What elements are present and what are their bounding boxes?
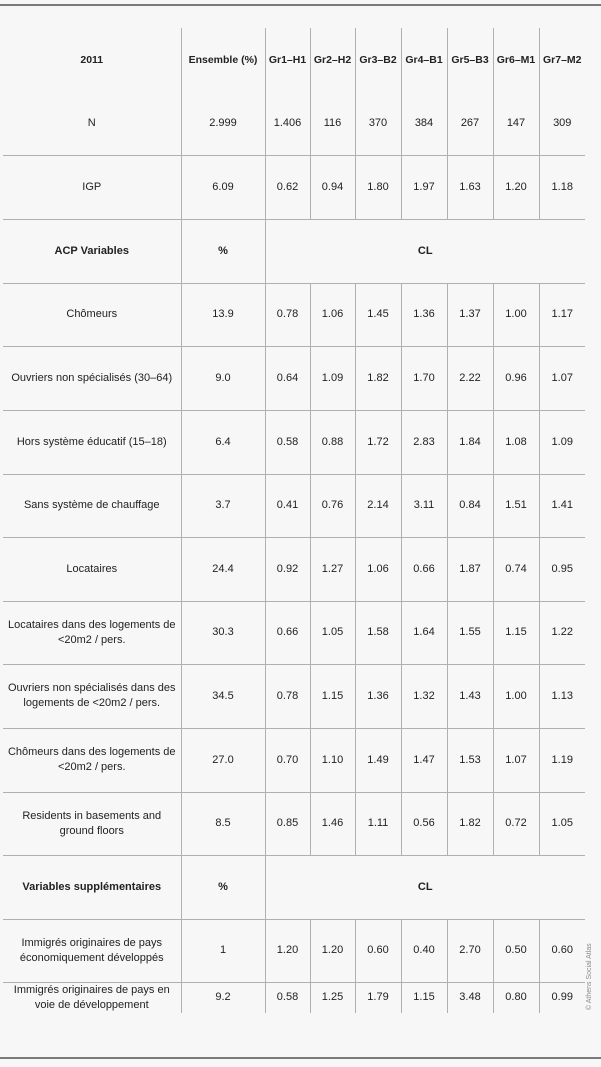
value-cell: 1.00 — [493, 664, 539, 728]
row-label: Ouvriers non spécialisés dans des logements de <20m2 / pers. — [3, 664, 181, 728]
value-cell: 1.36 — [401, 283, 447, 346]
row-label: Residents in basements and ground floors — [3, 792, 181, 855]
value-cell: 1.20 — [265, 919, 310, 982]
value-cell: 0.40 — [401, 919, 447, 982]
row-label: Chômeurs dans des logements de <20m2 / pers. — [3, 728, 181, 792]
column-header: Gr4–B1 — [401, 28, 447, 92]
table-row — [3, 982, 585, 1013]
column-header: Gr3–B2 — [355, 28, 401, 92]
table-row — [3, 92, 585, 155]
value-cell: 1.64 — [401, 601, 447, 664]
column-header: Gr6–M1 — [493, 28, 539, 92]
table-row — [3, 537, 585, 601]
ensemble-cell: 13.9 — [181, 283, 265, 346]
value-cell: 1.36 — [355, 664, 401, 728]
value-cell: 0.62 — [265, 155, 310, 219]
value-cell: 0.78 — [265, 664, 310, 728]
value-cell: 1.06 — [355, 537, 401, 601]
value-cell: 1.70 — [401, 346, 447, 410]
value-cell: 1.79 — [355, 982, 401, 1013]
column-header: Gr5–B3 — [447, 28, 493, 92]
value-cell: 1.46 — [310, 792, 355, 855]
value-cell: 0.70 — [265, 728, 310, 792]
value-cell: 0.85 — [265, 792, 310, 855]
table-header-row — [3, 28, 585, 92]
value-cell: 267 — [447, 92, 493, 155]
value-cell: 0.95 — [539, 537, 585, 601]
value-cell: 147 — [493, 92, 539, 155]
value-cell: 1.10 — [310, 728, 355, 792]
table-body — [3, 92, 585, 1013]
value-cell: 0.84 — [447, 474, 493, 537]
cl-span-cell: CL — [265, 219, 585, 283]
value-cell: 1.07 — [493, 728, 539, 792]
value-cell: 1.87 — [447, 537, 493, 601]
section-row — [3, 219, 585, 283]
ensemble-cell: 6.09 — [181, 155, 265, 219]
value-cell: 0.94 — [310, 155, 355, 219]
row-label: IGP — [3, 155, 181, 219]
value-cell: 1.72 — [355, 410, 401, 474]
value-cell: 1.07 — [539, 346, 585, 410]
column-header: Gr1–H1 — [265, 28, 310, 92]
ensemble-cell: 27.0 — [181, 728, 265, 792]
value-cell: 0.58 — [265, 982, 310, 1013]
value-cell: 1.80 — [355, 155, 401, 219]
value-cell: 1.406 — [265, 92, 310, 155]
data-table — [3, 28, 585, 1013]
ensemble-cell: 30.3 — [181, 601, 265, 664]
value-cell: 1.15 — [310, 664, 355, 728]
value-cell: 1.06 — [310, 283, 355, 346]
value-cell: 2.83 — [401, 410, 447, 474]
value-cell: 0.96 — [493, 346, 539, 410]
value-cell: 1.08 — [493, 410, 539, 474]
table-row — [3, 919, 585, 982]
value-cell: 1.97 — [401, 155, 447, 219]
value-cell: 1.45 — [355, 283, 401, 346]
value-cell: 1.82 — [447, 792, 493, 855]
value-cell: 0.41 — [265, 474, 310, 537]
row-label: Immigrés originaires de pays économiquement développés — [3, 919, 181, 982]
row-label: N — [87, 116, 96, 129]
value-cell: 0.66 — [401, 537, 447, 601]
ensemble-cell: 34.5 — [181, 664, 265, 728]
value-cell: 1.15 — [401, 982, 447, 1013]
ensemble-cell: 9.2 — [181, 982, 265, 1013]
value-cell: 1.11 — [355, 792, 401, 855]
column-header: Gr7–M2 — [539, 28, 585, 92]
ensemble-cell: 2.999 — [181, 92, 265, 155]
row-label: Hors système éducatif (15–18) — [3, 410, 181, 474]
row-label: Locataires dans des logements de <20m2 / pers. — [3, 601, 181, 664]
section-label: Variables supplémentaires — [3, 855, 181, 919]
value-cell: 0.60 — [355, 919, 401, 982]
value-cell: 1.09 — [539, 410, 585, 474]
value-cell: 3.11 — [401, 474, 447, 537]
value-cell: 1.51 — [493, 474, 539, 537]
table-row — [3, 601, 585, 664]
value-cell: 1.25 — [310, 982, 355, 1013]
value-cell: 1.41 — [539, 474, 585, 537]
value-cell: 0.78 — [265, 283, 310, 346]
value-cell: 384 — [401, 92, 447, 155]
value-cell: 1.32 — [401, 664, 447, 728]
ensemble-cell: 1 — [181, 919, 265, 982]
ensemble-cell: 9.0 — [181, 346, 265, 410]
credit-text: © Athens Social Atlas — [586, 943, 593, 1010]
value-cell: 1.58 — [355, 601, 401, 664]
value-cell: 1.18 — [539, 155, 585, 219]
value-cell: 1.20 — [493, 155, 539, 219]
ensemble-cell: % — [181, 219, 265, 283]
table-row — [3, 728, 585, 792]
row-label: Immigrés originaires de pays en voie de développement — [3, 982, 181, 1013]
value-cell: 1.47 — [401, 728, 447, 792]
value-cell: 1.27 — [310, 537, 355, 601]
value-cell: 1.84 — [447, 410, 493, 474]
cl-span-cell: CL — [265, 855, 585, 919]
value-cell: 2.22 — [447, 346, 493, 410]
value-cell: 1.63 — [447, 155, 493, 219]
column-header: Gr2–H2 — [310, 28, 355, 92]
value-cell: 0.58 — [265, 410, 310, 474]
value-cell: 1.20 — [310, 919, 355, 982]
table-row — [3, 346, 585, 410]
value-cell: 0.56 — [401, 792, 447, 855]
ensemble-cell: 3.7 — [181, 474, 265, 537]
column-header: 2011 — [80, 53, 104, 66]
column-header: Ensemble (%) — [181, 28, 265, 92]
row-label: Sans système de chauffage — [3, 474, 181, 537]
ensemble-cell: 24.4 — [181, 537, 265, 601]
table-row — [3, 410, 585, 474]
table-row — [3, 792, 585, 855]
ensemble-cell: % — [181, 855, 265, 919]
value-cell: 0.66 — [265, 601, 310, 664]
value-cell: 0.74 — [493, 537, 539, 601]
value-cell: 0.88 — [310, 410, 355, 474]
value-cell: 1.49 — [355, 728, 401, 792]
table-row — [3, 155, 585, 219]
row-label: Ouvriers non spécialisés (30–64) — [3, 346, 181, 410]
ensemble-cell: 6.4 — [181, 410, 265, 474]
value-cell: 1.15 — [493, 601, 539, 664]
bottom-rule — [0, 1057, 601, 1059]
value-cell: 370 — [355, 92, 401, 155]
row-label: Chômeurs — [3, 283, 181, 346]
value-cell: 1.43 — [447, 664, 493, 728]
value-cell: 3.48 — [447, 982, 493, 1013]
value-cell: 1.05 — [310, 601, 355, 664]
table-row — [3, 474, 585, 537]
value-cell: 1.13 — [539, 664, 585, 728]
value-cell: 1.09 — [310, 346, 355, 410]
value-cell: 2.70 — [447, 919, 493, 982]
value-cell: 0.76 — [310, 474, 355, 537]
value-cell: 1.17 — [539, 283, 585, 346]
value-cell: 309 — [539, 92, 585, 155]
value-cell: 0.60 — [539, 919, 585, 982]
value-cell: 1.37 — [447, 283, 493, 346]
value-cell: 1.55 — [447, 601, 493, 664]
table-row — [3, 664, 585, 728]
value-cell: 116 — [310, 92, 355, 155]
section-label: ACP Variables — [3, 219, 181, 283]
section-row — [3, 855, 585, 919]
value-cell: 1.05 — [539, 792, 585, 855]
value-cell: 0.50 — [493, 919, 539, 982]
value-cell: 0.80 — [493, 982, 539, 1013]
value-cell: 0.64 — [265, 346, 310, 410]
value-cell: 0.99 — [539, 982, 585, 1013]
value-cell: 1.22 — [539, 601, 585, 664]
value-cell: 0.72 — [493, 792, 539, 855]
value-cell: 1.82 — [355, 346, 401, 410]
row-label: Locataires — [3, 537, 181, 601]
table-row — [3, 283, 585, 346]
value-cell: 1.00 — [493, 283, 539, 346]
value-cell: 2.14 — [355, 474, 401, 537]
top-rule — [0, 4, 601, 6]
value-cell: 1.19 — [539, 728, 585, 792]
value-cell: 0.92 — [265, 537, 310, 601]
ensemble-cell: 8.5 — [181, 792, 265, 855]
value-cell: 1.53 — [447, 728, 493, 792]
